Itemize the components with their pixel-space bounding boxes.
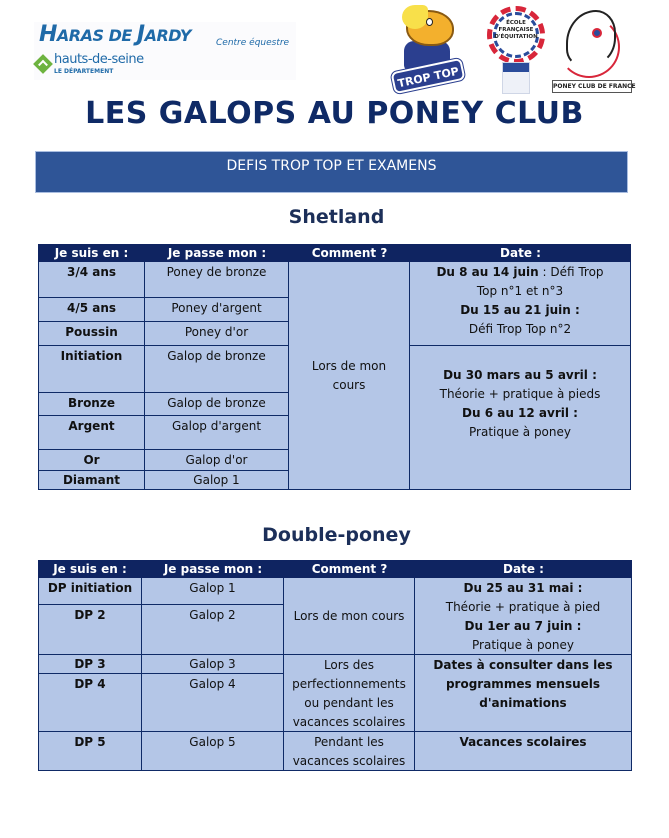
table-row-level: DP 4 <box>38 674 142 732</box>
table-row-level: DP initiation <box>38 578 142 605</box>
table-row-level: Diamant <box>38 471 145 490</box>
table-row-exam: Galop 4 <box>142 674 284 732</box>
shetland-date-cell-exams: Du 30 mars au 5 avril : Théorie + pratique à pieds Du 6 au 12 avril : Pratique à poney <box>410 346 631 490</box>
table-row-level: 4/5 ans <box>38 298 145 322</box>
table-row-exam: Galop 1 <box>142 578 284 605</box>
table-row-exam: Galop de bronze <box>145 346 289 393</box>
table-row-exam: Poney d'or <box>145 322 289 346</box>
table-row-exam: Galop de bronze <box>145 393 289 416</box>
dp-date-cell-vacances: Vacances scolaires <box>415 732 632 771</box>
table-row-level: Bronze <box>38 393 145 416</box>
haras-logo-title: HARAS DE JARDY <box>39 22 191 47</box>
label-qualite-ribbon-icon <box>502 62 530 94</box>
dp-header-how: Comment ? <box>284 560 415 578</box>
section-banner <box>35 151 628 193</box>
double-poney-section-title: Double-poney <box>262 524 411 546</box>
hauts-de-seine-name: hauts-de-seine <box>54 52 144 67</box>
rosette-icon <box>592 28 602 38</box>
trop-top-banner: TROP TOP <box>390 58 465 94</box>
trop-top-mascot-logo <box>390 5 470 91</box>
haras-logo-subtitle: Centre équestre <box>216 38 290 48</box>
table-row-exam: Galop 2 <box>142 605 284 655</box>
dp-header-date: Date : <box>415 560 632 578</box>
table-row-level: 3/4 ans <box>38 262 145 298</box>
shetland-date-cell-trop-top: Du 8 au 14 juin : Défi Trop Top n°1 et n°3 Du 15 au 21 juin : Défi Trop Top n°2 <box>410 262 631 346</box>
dp-date-cell-programmes: Dates à consulter dans les programmes mensuels d'animations <box>415 655 632 732</box>
table-row-level: DP 5 <box>38 732 142 771</box>
how-text: Lors de mon cours <box>311 358 387 392</box>
table-row-exam: Galop d'or <box>145 450 289 471</box>
dp-header-exam: Je passe mon : <box>142 560 284 578</box>
poney-club-de-france-logo <box>552 8 636 92</box>
shetland-header-how: Comment ? <box>289 244 410 262</box>
hauts-de-seine-dept-label: LE DÉPARTEMENT <box>54 68 114 75</box>
table-row-exam: Galop 1 <box>145 471 289 490</box>
dp-how-cell <box>284 578 415 655</box>
table-row-level: Poussin <box>38 322 145 346</box>
haras-de-jardy-logo <box>34 22 296 80</box>
how-text: Lors de mon cours <box>293 608 405 623</box>
table-row-level: DP 3 <box>38 655 142 674</box>
banner-text: DEFIS TROP TOP ET EXAMENS <box>226 158 437 174</box>
page-title: LES GALOPS AU PONEY CLUB <box>85 96 584 131</box>
table-row-level: Initiation <box>38 346 145 393</box>
pony-eye-icon <box>426 18 433 26</box>
pcf-logo-label: PONEY CLUB DE FRANCE <box>552 80 632 93</box>
table-row-exam: Poney de bronze <box>145 262 289 298</box>
shetland-header-level: Je suis en : <box>38 244 145 262</box>
shetland-section-title: Shetland <box>288 206 385 228</box>
table-row-exam: Galop d'argent <box>145 416 289 450</box>
table-row-exam: Galop 3 <box>142 655 284 674</box>
dp-date-cell-exams: Du 25 au 31 mai : Théorie + pratique à pied Du 1er au 7 juin : Pratique à poney <box>415 578 632 655</box>
table-row-level: Or <box>38 450 145 471</box>
table-row-level: Argent <box>38 416 145 450</box>
efe-logo-text: ÉCOLE FRANÇAISE D'ÉQUITATION <box>494 20 538 40</box>
pony-head-outline-icon <box>566 10 616 66</box>
table-row-exam: Galop 5 <box>142 732 284 771</box>
how-text: Pendant les vacances scolaires <box>292 735 406 768</box>
shetland-header-exam: Je passe mon : <box>145 244 289 262</box>
ecole-francaise-equitation-logo <box>486 6 546 94</box>
pony-mane-icon <box>402 5 428 29</box>
dp-how-cell <box>284 732 415 771</box>
table-row-exam: Poney d'argent <box>145 298 289 322</box>
how-text: Lors des perfectionnements ou pendant les vacances scolaires <box>292 658 406 729</box>
hauts-de-seine-diamond-icon <box>33 54 53 74</box>
dp-header-level: Je suis en : <box>38 560 142 578</box>
shetland-how-cell <box>289 262 410 490</box>
table-row-level: DP 2 <box>38 605 142 655</box>
dp-how-cell <box>284 655 415 732</box>
shetland-header-date: Date : <box>410 244 631 262</box>
